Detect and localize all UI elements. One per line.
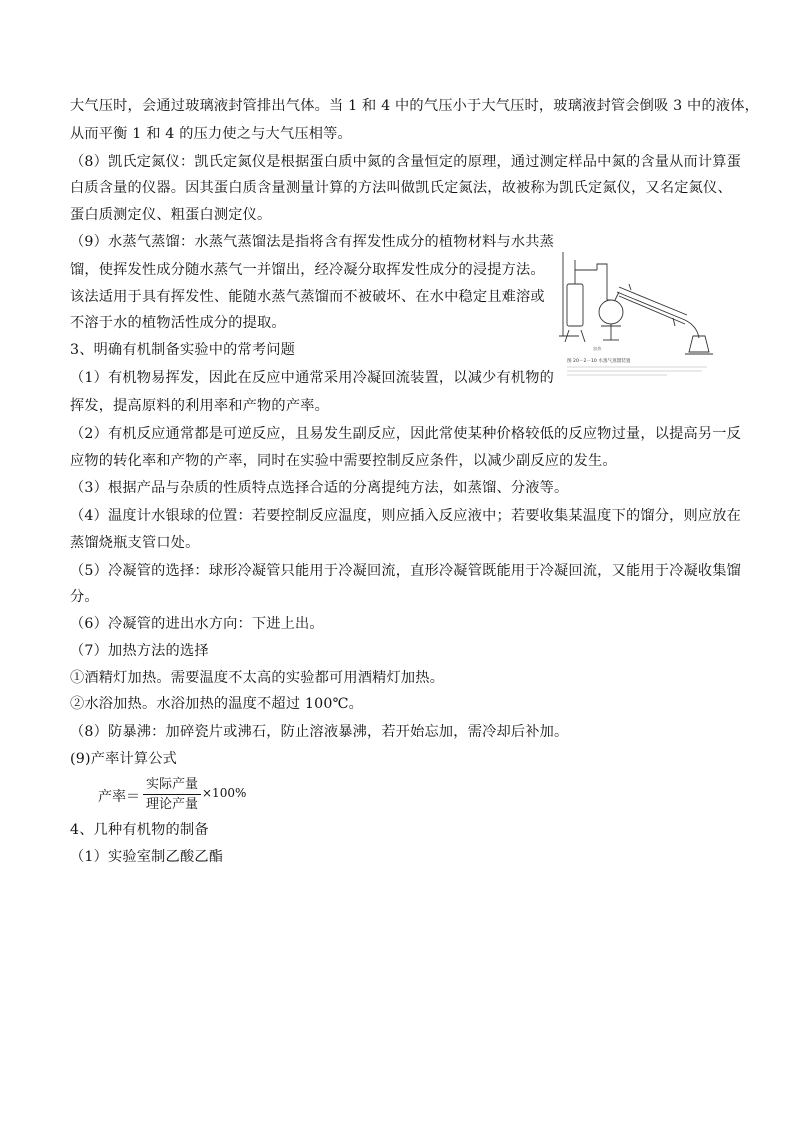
text-line: 分。 [70,589,99,605]
text-line: 馏，使挥发性成分随水蒸气一并馏出，经冷凝分取挥发性成分的浸提方法。 [70,262,545,278]
text-line: 从而平衡 1 和 4 的压力使之与大气压相等。 [70,126,352,142]
text-line: 蒸馏烧瓶支管口处。 [70,535,200,551]
formula-rhs: ×100% [202,786,247,800]
text-line: （1）有机物易挥发，因此在反应中通常采用冷凝回流装置，以减少有机物的 [70,370,555,386]
text-line: （8）凯氏定氮仪：凯氏定氮仪是根据蛋白质中氮的含量恒定的原理，通过测定样品中氮的含量从而计算蛋 [70,154,742,170]
text-line: 不溶于水的植物活性成分的提取。 [70,315,286,331]
text-line: 挥发，提高原料的利用率和产物的产率。 [70,398,329,414]
steam-distillation-figure [557,240,717,380]
formula-numerator: 实际产量 [145,777,198,792]
fraction-bar [143,794,201,795]
text-line: （8）防暴沸：加碎瓷片或沸石，防止溶液暴沸，若开始忘加，需冷却后补加。 [70,724,569,740]
steam-distillation-apparatus-diagram [557,240,717,380]
text-line: （4）温度计水银球的位置：若要控制反应温度，则应插入反应液中；若要收集某温度下的馏分，则应放在 [70,508,742,524]
text-line: 应物的转化率和产物的产率，同时在实验中需要控制反应条件，以减少副反应的发生。 [70,453,617,469]
text-line: ①酒精灯加热。需要温度不太高的实验都可用酒精灯加热。 [70,670,445,686]
text-line: （7）加热方法的选择 [70,643,209,659]
figure-small-label: 加热 [593,346,602,351]
text-line: 蛋白质测定仪、粗蛋白测定仪。 [70,207,272,223]
text-line: （6）冷凝管的进出水方向：下进上出。 [70,616,324,632]
formula-denominator: 理论产量 [145,797,198,812]
section-heading: 4、几种有机物的制备 [70,822,209,838]
figure-caption: 图 20－2－10 水蒸气蒸馏装置 [567,359,631,364]
text-line: （3）根据产品与杂质的性质特点选择合适的分离提纯方法，如蒸馏、分液等。 [70,480,569,496]
formula-fraction [143,776,201,813]
text-line: 白质含量的仪器。因其蛋白质含量测量计算的方法叫做凯氏定氮法，故被称为凯氏定氮仪，又名定氮仪、 [70,180,732,196]
text-line: （5）冷凝管的选择：球形冷凝管只能用于冷凝回流，直形冷凝管既能用于冷凝回流，又能用于冷凝收集馏 [70,563,742,579]
text-line: 大气压时，会通过玻璃液封管排出气体。当 1 和 4 中的气压小于大气压时，玻璃液封管会倒吸 3 中的液体， [70,98,759,114]
formula-lhs: 产率＝ [98,789,140,805]
text-line: (9)产率计算公式 [70,751,178,767]
text-line: （2）有机反应通常都是可逆反应，且易发生副反应，因此常使某种价格较低的反应物过量，以提高另一反 [70,426,742,442]
text-line: （9）水蒸气蒸馏：水蒸气蒸馏法是指将含有挥发性成分的植物材料与水共蒸 [70,234,555,250]
text-line: ②水浴加热。水浴加热的温度不超过 100℃。 [70,696,364,712]
text-line: 该法适用于具有挥发性、能随水蒸气蒸馏而不被破坏、在水中稳定且难溶或 [70,289,545,305]
text-line: （1）实验室制乙酸乙酯 [70,849,224,865]
section-heading: 3、明确有机制备实验中的常考问题 [70,342,296,358]
